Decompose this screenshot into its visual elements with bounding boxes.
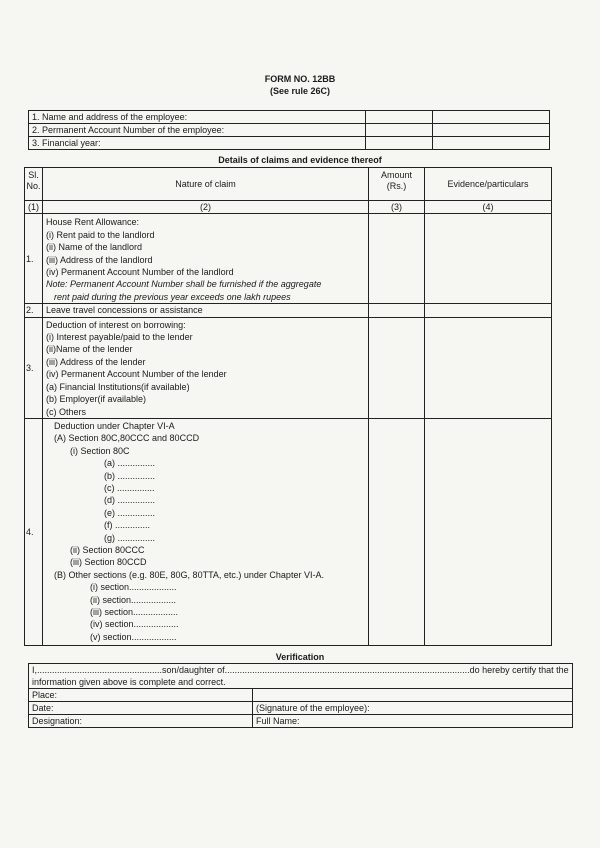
sec80c-item-a: (a) ............... (104, 458, 156, 469)
certification-line-2: information given above is complete and correct. (32, 677, 226, 687)
hra-note: Note: Permanent Account Number shall be furnished if the aggregate (46, 279, 322, 290)
claim-row-interest (25, 317, 552, 418)
form-rule: (See rule 26C) (269, 86, 331, 96)
employee-info-table (28, 110, 550, 150)
section-80ccd: (iii) Section 80CCD (70, 557, 147, 568)
table-header-row (25, 168, 552, 201)
col-num-1: (1) (25, 201, 43, 214)
col-num-3: (3) (369, 201, 425, 214)
certification-line-a: I,..................................................son/daughter of.................................................................................................. (32, 665, 470, 675)
section-80c: (i) Section 80C (70, 445, 130, 456)
table-row (29, 689, 573, 702)
lender-name: (ii)Name of the lender (46, 344, 133, 355)
financial-year-value[interactable] (366, 137, 433, 150)
section-a: (A) Section 80C,80CCC and 80CCD (54, 433, 200, 444)
other-section-1: (i) section................... (90, 582, 177, 593)
sec80c-item-c: (c) ............... (104, 482, 155, 493)
row-sl-1: 1. (25, 214, 43, 304)
col-num-2: (2) (43, 201, 369, 214)
hra-details (43, 214, 369, 304)
table-row (29, 702, 573, 715)
employee-pan-label: 2. Permanent Account Number of the employee: (29, 124, 366, 137)
col-header-amount: Amount (Rs.) (369, 168, 425, 201)
sec80c-item-e: (e) ............... (104, 507, 156, 518)
employee-name-value[interactable] (366, 111, 433, 124)
claims-table (24, 167, 552, 646)
date-label: Date: (29, 702, 253, 715)
table-header-numbers (25, 201, 552, 214)
sec80c-item-d: (d) ............... (104, 495, 156, 506)
col-num-4: (4) (425, 201, 552, 214)
chapter-via-evidence[interactable] (425, 418, 552, 645)
hra-rent: (i) Rent paid to the landlord (46, 229, 155, 240)
signature-label: (Signature of the employee): (253, 702, 573, 715)
section-b: (B) Other sections (e.g. 80E, 80G, 80TTA, etc.) under Chapter VI-A. (54, 569, 324, 580)
row-sl-2: 2. (25, 304, 43, 317)
financial-year-value-2[interactable] (433, 137, 550, 150)
chapter-via-amount[interactable] (369, 418, 425, 645)
hra-landlord-address: (iii) Address of the landlord (46, 254, 153, 265)
col-header-evidence: Evidence/particulars (425, 168, 552, 201)
designation-label: Designation: (29, 715, 253, 728)
hra-landlord-pan: (iv) Permanent Account Number of the landlord (46, 267, 234, 278)
lender-others: (c) Others (46, 406, 87, 417)
verification-table (28, 663, 573, 728)
row-sl-3: 3. (25, 317, 43, 418)
lender-address: (iii) Address of the lender (46, 356, 146, 367)
hra-title: House Rent Allowance: (46, 217, 140, 228)
table-row (29, 715, 573, 728)
full-name-label: Full Name: (253, 715, 573, 728)
place-value[interactable] (253, 689, 573, 702)
chapter-via-details (43, 418, 369, 645)
employee-name-label: 1. Name and address of the employee: (29, 111, 366, 124)
claim-row-ltc (25, 304, 552, 317)
employee-pan-value-2[interactable] (433, 124, 550, 137)
form-number: FORM NO. 12BB (264, 74, 336, 84)
employee-name-value-2[interactable] (433, 111, 550, 124)
row-sl-4: 4. (25, 418, 43, 645)
table-row (29, 124, 550, 137)
verification-title: Verification (275, 652, 325, 662)
other-section-5: (v) section.................. (90, 631, 177, 642)
hra-evidence[interactable] (425, 214, 552, 304)
sec80c-item-b: (b) ............... (104, 470, 156, 481)
table-row (29, 137, 550, 150)
lender-fi: (a) Financial Institutions(if available) (46, 381, 190, 392)
other-section-3: (iii) section.................. (90, 607, 179, 617)
financial-year-label: 3. Financial year: (29, 137, 366, 150)
interest-title: Deduction of interest on borrowing: (46, 319, 186, 330)
col-header-nature: Nature of claim (43, 168, 369, 201)
sec80c-item-g: (g) ............... (104, 532, 156, 543)
hra-note-cont: rent paid during the previous year exceeds one lakh rupees (54, 291, 291, 302)
ltc-amount[interactable] (369, 304, 425, 317)
other-section-2: (ii) section.................. (90, 594, 177, 605)
col-header-sl: Sl. No. (25, 168, 43, 201)
certification-line-b: do hereby certify that the (469, 665, 569, 675)
ltc-evidence[interactable] (425, 304, 552, 317)
section-80ccc: (ii) Section 80CCC (70, 544, 145, 555)
sec80c-item-f: (f) .............. (104, 520, 151, 531)
certification-text (29, 664, 573, 689)
claim-row-chapter-via (25, 418, 552, 645)
hra-landlord-name: (ii) Name of the landlord (46, 242, 143, 253)
interest-amount[interactable] (369, 317, 425, 418)
lender-employer: (b) Employer(if available) (46, 394, 147, 405)
hra-amount[interactable] (369, 214, 425, 304)
table-row (29, 111, 550, 124)
place-label: Place: (29, 689, 253, 702)
interest-details (43, 317, 369, 418)
employee-pan-value[interactable] (366, 124, 433, 137)
interest-payable: (i) Interest payable/paid to the lender (46, 332, 193, 343)
table-row (29, 664, 573, 689)
claims-caption: Details of claims and evidence thereof (218, 155, 382, 165)
interest-evidence[interactable] (425, 317, 552, 418)
claim-row-hra (25, 214, 552, 304)
other-section-4: (iv) section.................. (90, 619, 179, 630)
lender-pan: (iv) Permanent Account Number of the lender (46, 369, 227, 380)
ltc-label: Leave travel concessions or assistance (43, 304, 369, 317)
chapter-via-title: Deduction under Chapter VI-A (54, 420, 175, 431)
